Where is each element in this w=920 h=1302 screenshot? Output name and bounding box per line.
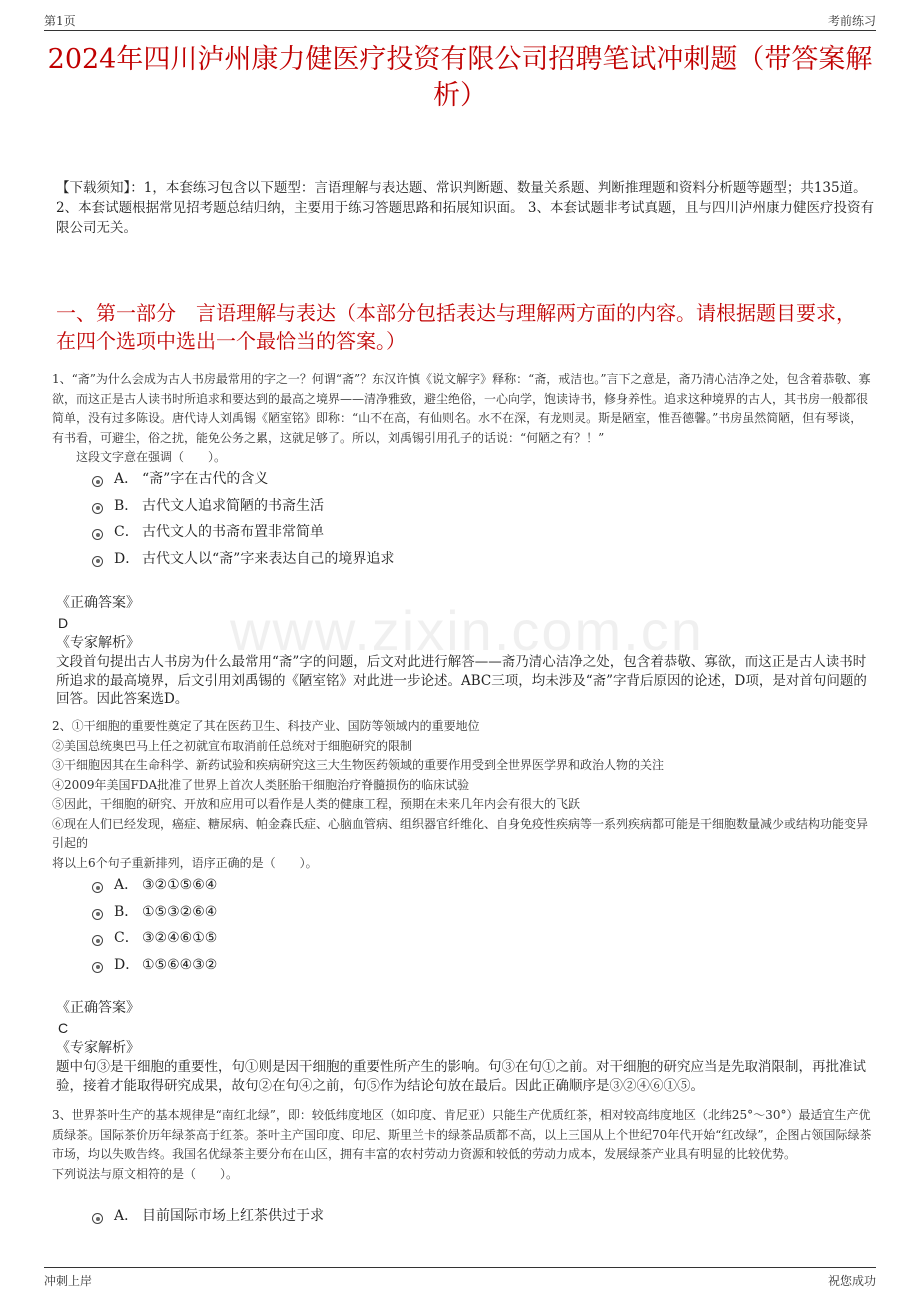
question-1-stem [52, 370, 872, 468]
radio-icon[interactable] [92, 476, 103, 487]
radio-icon[interactable] [92, 1213, 103, 1224]
footer-right: 祝您成功 [827, 1274, 876, 1288]
radio-icon[interactable] [92, 556, 103, 567]
analysis-text: 文段首句提出古人书房为什么最常用“斋”字的问题，后文对此进行解答——斋乃清心洁净之处，包含着恭敬、寡欲，而这正是古人读书时所追求的最高境界，后文引用刘禹锡的《陋室铭》对此进一步论述。ABC三项，均未涉及“斋”字背后原因的论述，D项，是对首句问题的回答。因此答案选D。 [56, 654, 867, 707]
page-footer [44, 1267, 876, 1290]
question-3-stem [52, 1106, 872, 1184]
analysis-text: 题中句③是干细胞的重要性，句①则是因干细胞的重要性所产生的影响。句③在句①之前。对干细胞的研究应当是先取消限制，再批准试验，接着才能取得研究成果，故句②在句④之前，句⑤作为结论句放在最后。因此正确顺序是③②④⑥①⑤。 [56, 1059, 866, 1094]
page-number: 第1页 [44, 14, 76, 28]
footer-left: 冲刺上岸 [44, 1274, 93, 1288]
answer-label: 《正确答案》 [56, 1000, 140, 1016]
question-3-prompt: 下列说法与原文相符的是（ ）。 [52, 1166, 239, 1181]
download-notice: 【下载须知】：1，本套练习包含以下题型：言语理解与表达题、常识判断题、数量关系题、判断推理题和资料分析题等题型；共135道。 2、本套试题根据常见招考题总结归纳，主要用于练习答题思路和拓展知识面。 3、本套试题非考试真题，且与四川泸州康力健医疗投资有限公司无关。 [56, 180, 874, 236]
answer-value: D [58, 615, 69, 631]
radio-icon[interactable] [92, 882, 103, 893]
question-2-answer [56, 998, 874, 1095]
question-2-stem: 2、①干细胞的重要性奠定了其在医药卫生、科技产业、国防等领域内的重要地位 ②美国总统奥巴马上任之初就宣布取消前任总统对于细胞研究的限制 ③干细胞因其在生命科学、新药试验和疾病研究这三大生物医药领域的重要作用受到全世界医学界和政治人物的关注 ④2009年美国FDA批准了世界上首次人类胚胎干细胞治疗脊髓损伤的临床试验 ⑤因此，干细胞的研究、开放和应用可以看作是人类的健康工程，预期在未来几年内会有很大的飞跃 ⑥现在人们已经发现，癌症、糖尿病、帕金森氏症、心脑血管病、组织器官纤维化、自身免疫性疾病等一系列疾病都可能是干细胞数量减少或结构功能变异引起的 将以上6个句子重新排列，语序正确的是（ ）。 [52, 719, 869, 870]
analysis-label: 《专家解析》 [56, 1040, 140, 1056]
radio-icon[interactable] [92, 962, 103, 973]
section-title: 一、第一部分 言语理解与表达（本部分包括表达与理解两方面的内容。请根据题目要求，在四个选项中选出一个最恰当的答案。） [56, 301, 856, 353]
answer-label: 《正确答案》 [56, 595, 140, 611]
radio-icon[interactable] [92, 503, 103, 514]
radio-icon[interactable] [92, 529, 103, 540]
question-1-prompt: 这段文字意在强调（ ）。 [76, 450, 227, 464]
page-header [44, 10, 876, 31]
radio-icon[interactable] [92, 935, 103, 946]
header-label: 考前练习 [827, 14, 876, 28]
document-title: 2024年四川泸州康力健医疗投资有限公司招聘笔试冲刺题（带答案解析） [47, 44, 873, 111]
question-3-text: 3、世界茶叶生产的基本规律是“南红北绿”，即：较低纬度地区（如印度、肯尼亚）只能生产优质红茶，相对较高纬度地区（北纬25°～30°）最适宜生产优质绿茶。国际茶价历年绿茶高于红茶。茶叶主产国印度、印尼、斯里兰卡的绿茶品质都不高，以上三国从上个世纪70年代开始“红改绿”，企图占领国际绿茶市场，均以失败告终。我国名优绿茶主要分布在山区，拥有丰富的农村劳动力资源和较低的劳动力成本，发展绿茶产业具有明显的比较优势。 [52, 1108, 872, 1161]
analysis-label: 《专家解析》 [56, 635, 140, 651]
answer-value: C [58, 1020, 69, 1036]
question-1-text: 1、“斋”为什么会成为古人书房最常用的字之一？何谓“斋”？东汉许慎《说文解字》释称：“斋，戒洁也。”言下之意是，斋乃清心洁净之处，包含着恭敬、寡欲，而这正是古人读书时所追求和要达到的最高之境界——清净雅致，避尘绝俗，一心向学，饱读诗书，修身养性。追求这种境界的古人，其书房一般都很简单，没有过多陈设。唐代诗人刘禹锡《陋室铭》即称：“山不在高，有仙则名。水不在深，有龙则灵。斯是陋室，惟吾德馨。”书房虽然简陋，但有琴谈，有书看，可避尘，俗之扰，能免公务之累，这就足够了。所以，刘禹锡引用孔子的话说：“何陋之有？！” [52, 372, 871, 445]
watermark: www.zixin.com.cn [230, 599, 704, 662]
radio-icon[interactable] [92, 909, 103, 920]
